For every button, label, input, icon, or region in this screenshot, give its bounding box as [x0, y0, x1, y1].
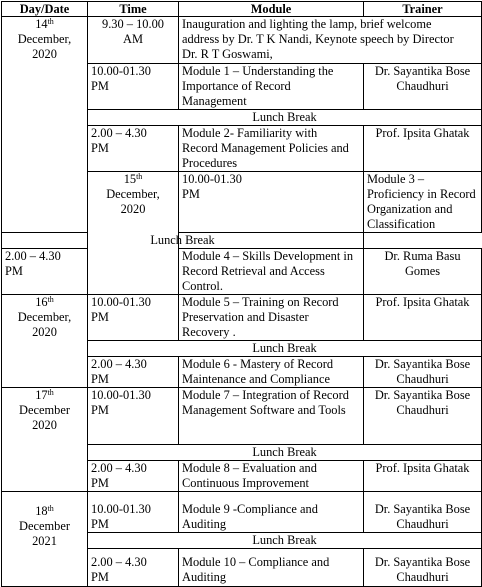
lunch-break: Lunch Break — [88, 341, 482, 357]
lunch-break: Lunch Break — [88, 110, 482, 126]
schedule-table — [1, 1, 482, 587]
header-time: Time — [88, 2, 179, 17]
session-trainer: Dr. Sayantika Bose Chaudhuri — [364, 492, 482, 533]
session-time: 2.00 – 4.30 PM — [88, 549, 179, 587]
session-time: 2.00 – 4.30 PM — [88, 461, 179, 492]
session-time: 10.00-01.30 PM — [179, 172, 364, 233]
header-trainer: Trainer — [364, 2, 482, 17]
session-time: 10.00-01.30 PM — [88, 492, 179, 533]
lunch-break-row — [2, 233, 482, 249]
table-row — [2, 295, 482, 341]
session-module: Module 2- Familiarity with Record Management Policies and Procedures — [179, 126, 364, 172]
session-trainer: Prof. Ipsita Ghatak — [364, 461, 482, 492]
session-trainer: Prof. Ipsita Ghatak — [364, 126, 482, 172]
header-module: Module — [179, 2, 364, 17]
session-trainer: Dr. Sayantika Bose Chaudhuri — [364, 64, 482, 110]
session-time: 2.00 – 4.30 PM — [88, 357, 179, 388]
session-module: Module 4 – Skills Development in Record Retrieval and Access Control. — [179, 249, 364, 295]
session-trainer: Dr. Ruma Basu Gomes — [364, 249, 482, 295]
session-module: Module 9 -Compliance and Auditing — [179, 492, 364, 533]
session-time: 10.00-01.30 PM — [88, 295, 179, 341]
day-date-cell: 16th December, 2020 — [2, 295, 88, 388]
session-time: 2.00 – 4.30 PM — [88, 126, 179, 172]
table-row — [2, 17, 482, 64]
table-row — [2, 492, 482, 533]
lunch-break: Lunch Break — [88, 445, 482, 461]
day-date-cell: 15th December, 2020 — [88, 172, 179, 295]
session-module: Module 6 - Mastery of Record Maintenance and Compliance — [179, 357, 364, 388]
table-row — [2, 388, 482, 445]
session-module: Module 10 – Compliance and Auditing — [179, 549, 364, 587]
lunch-break: Lunch Break — [2, 233, 364, 249]
day-date-cell: 14th December, 2020 — [2, 17, 88, 233]
session-trainer: Dr. Sayantika Bose Chaudhuri — [364, 357, 482, 388]
day-date-cell: 18th December 2021 — [2, 492, 88, 587]
lunch-break: Lunch Break — [88, 533, 482, 549]
header-row — [2, 2, 482, 17]
session-module: Module 3 – Proficiency in Record Organization and Classification — [364, 172, 482, 233]
session-trainer: Prof. Ipsita Ghatak — [364, 295, 482, 341]
session-module: Module 5 – Training on Record Preservation and Disaster Recovery . — [179, 295, 364, 341]
session-time: 10.00-01.30 PM — [88, 388, 179, 445]
session-module: Module 8 – Evaluation and Continuous Improvement — [179, 461, 364, 492]
session-time: 10.00-01.30 PM — [88, 64, 179, 110]
session-module: Inauguration and lighting the lamp, brief welcome address by Dr. T K Nandi, Keynote speech by Director Dr. R T Goswami, — [179, 17, 482, 64]
session-trainer: Dr. Sayantika Bose Chaudhuri — [364, 388, 482, 445]
session-module: Module 1 – Understanding the Importance of Record Management — [179, 64, 364, 110]
session-module: Module 7 – Integration of Record Management Software and Tools — [179, 388, 364, 445]
header-day-date: Day/Date — [2, 2, 88, 17]
session-trainer: Dr. Sayantika Bose Chaudhuri — [364, 549, 482, 587]
session-time: 2.00 – 4.30 PM — [2, 249, 88, 295]
day-date-cell: 17th December 2020 — [2, 388, 88, 492]
session-time: 9.30 – 10.00 AM — [88, 17, 179, 64]
table-row — [2, 249, 482, 295]
